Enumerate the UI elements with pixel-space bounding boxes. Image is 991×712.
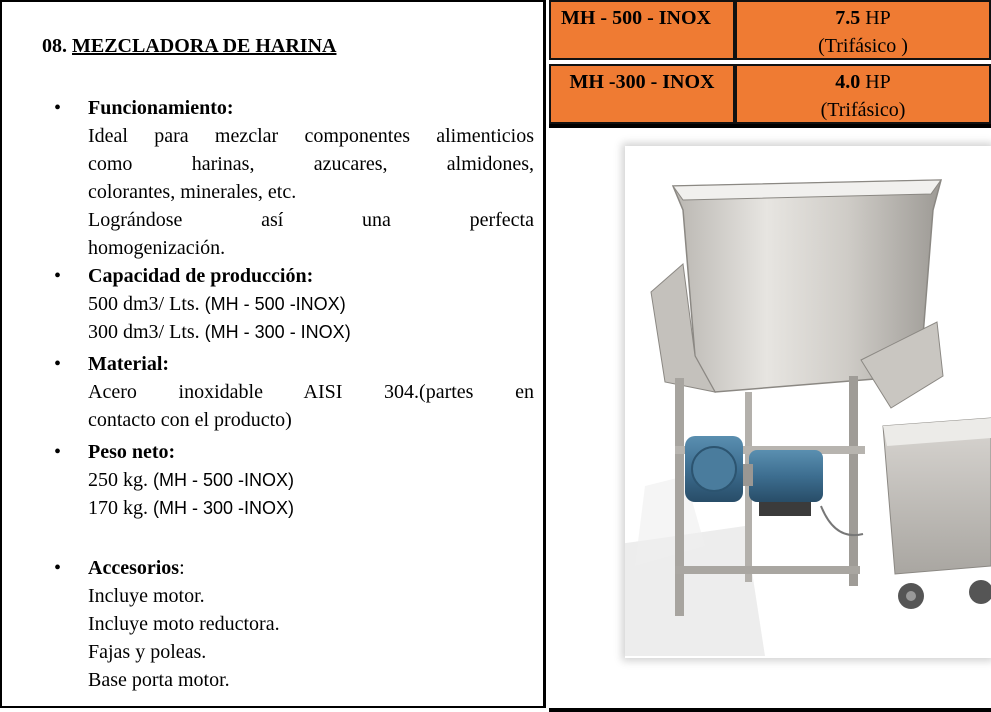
power-cell — [735, 64, 991, 124]
value-text: 500 dm3/ Lts. — [88, 293, 200, 315]
value-text: 170 kg. — [88, 497, 148, 519]
feature-line: contacto con el producto) — [88, 409, 292, 431]
value-text: 300 dm3/ Lts. — [88, 321, 200, 343]
feature-list — [2, 94, 542, 694]
capacity-value — [88, 290, 534, 318]
power-value: 4.0 — [835, 71, 861, 93]
bullet-icon: • — [54, 441, 62, 463]
feature-accessories — [2, 554, 542, 694]
bullet-icon: • — [54, 265, 62, 287]
feature-line: Acero inoxidable AISI 304.(partes en — [88, 381, 534, 403]
mixer-illustration — [625, 146, 991, 658]
spacer — [2, 522, 542, 554]
value-text: 250 kg. — [88, 469, 148, 491]
spec-row — [549, 64, 991, 124]
phase-label: (Trifásico) — [820, 99, 906, 121]
phase-label: (Trifásico ) — [818, 35, 908, 57]
model-ref: (MH - 500 -INOX) — [153, 470, 295, 490]
weight-value — [88, 466, 534, 494]
power-value: 7.5 — [835, 7, 861, 29]
feature-heading: Accesorios — [88, 557, 180, 579]
product-name: MEZCLADORA DE HARINA — [72, 35, 337, 57]
model-ref: (MH - 300 - INOX) — [204, 322, 351, 342]
feature-material — [2, 350, 542, 434]
spec-panel — [549, 0, 991, 712]
flour-mixer-photo — [625, 146, 991, 658]
feature-heading: Funcionamiento: — [88, 97, 234, 119]
feature-line: como harinas, azucares, almidones, — [88, 153, 534, 175]
model-ref: (MH - 300 -INOX) — [153, 498, 295, 518]
feature-line: colorantes, minerales, etc. — [88, 181, 297, 203]
feature-line: Lográndose así una perfecta — [88, 209, 534, 231]
power-unit: HP — [865, 71, 891, 93]
power-cell — [735, 0, 991, 60]
feature-functioning — [2, 94, 542, 262]
capacity-value — [88, 318, 534, 346]
bullet-icon: • — [54, 353, 62, 375]
feature-capacity — [2, 262, 542, 346]
weight-value — [88, 494, 534, 522]
feature-heading-wrap — [88, 554, 534, 582]
feature-line: Incluye moto reductora. — [88, 613, 280, 635]
feature-line: Incluye motor. — [88, 585, 205, 607]
feature-weight — [2, 438, 542, 522]
section-number: 08. — [42, 35, 67, 57]
bullet-icon: • — [54, 557, 62, 579]
model-ref: (MH - 500 -INOX) — [204, 294, 346, 314]
feature-line: homogenización. — [88, 237, 226, 259]
page-bottom-rule — [549, 708, 991, 712]
power-unit: HP — [865, 7, 891, 29]
table-bottom-rule — [549, 124, 991, 128]
model-cell: MH - 500 - INOX — [549, 0, 735, 60]
spec-row — [549, 0, 991, 60]
bullet-icon: • — [54, 97, 62, 119]
feature-heading: Material: — [88, 353, 170, 375]
section-title — [42, 35, 336, 58]
feature-heading: Capacidad de producción: — [88, 265, 314, 287]
feature-heading: Peso neto: — [88, 441, 176, 463]
model-cell: MH -300 - INOX — [549, 64, 735, 124]
feature-line: Ideal para mezclar componentes alimenticios — [88, 125, 534, 147]
heading-colon: : — [179, 557, 185, 579]
feature-line: Base porta motor. — [88, 669, 230, 691]
feature-line: Fajas y poleas. — [88, 641, 207, 663]
